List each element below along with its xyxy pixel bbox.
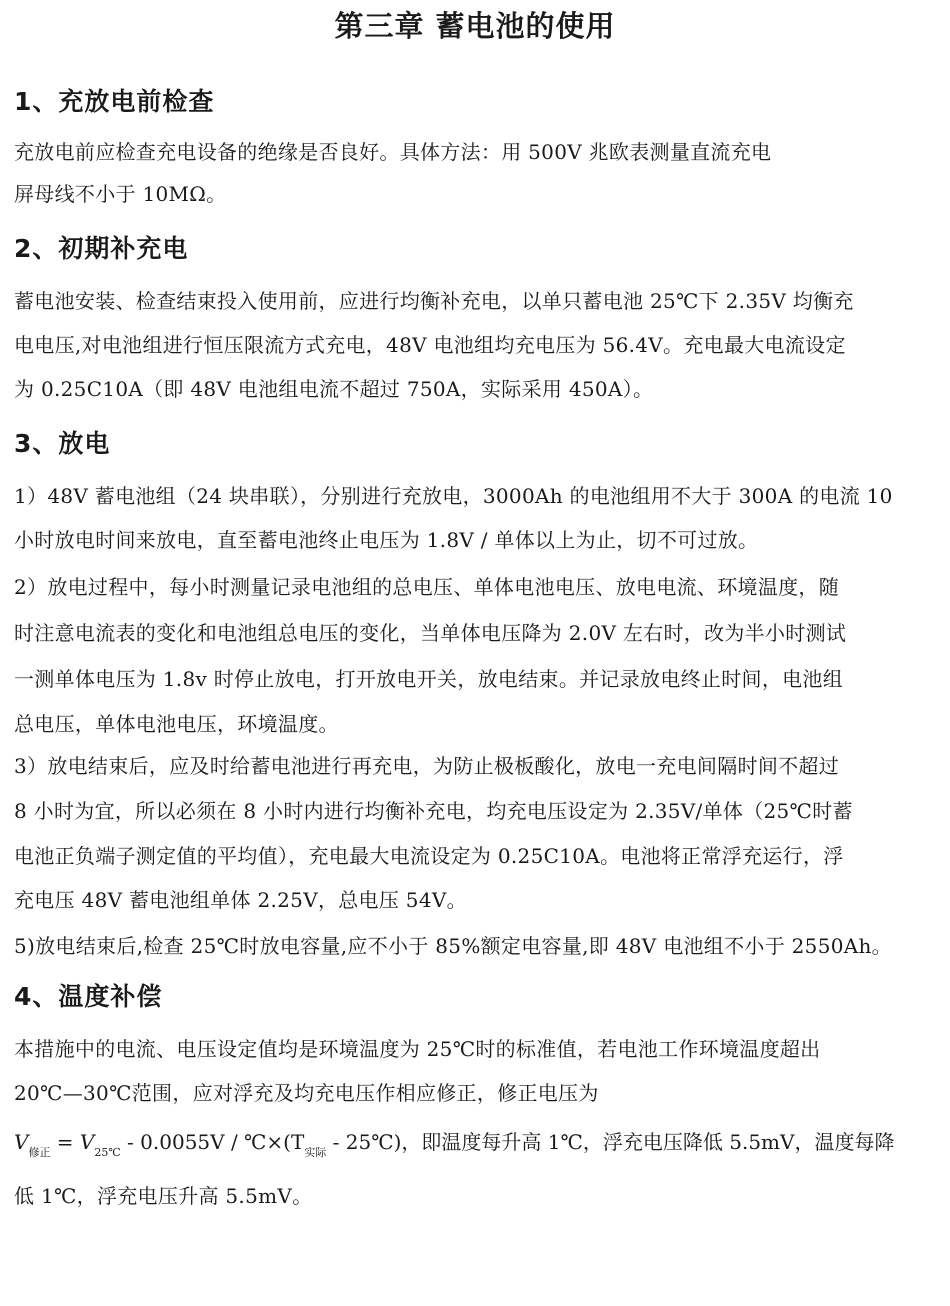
paragraph-line: 2）放电过程中，每小时测量记录电池组的总电压、单体电池电压、放电电流、环境温度，随	[14, 575, 840, 599]
paragraph-line: 小时放电时间来放电，直至蓄电池终止电压为 1.8V / 单体以上为止，切不可过放。	[14, 528, 759, 552]
section-heading: 2、初期补充电	[14, 234, 189, 263]
paragraph-line: 时注意电流表的变化和电池组总电压的变化，当单体电压降为 2.0V 左右时，改为半小时测试	[14, 621, 847, 645]
formula-subscript: 修正	[28, 1146, 51, 1159]
paragraph-line: 本措施中的电流、电压设定值均是环境温度为 25℃时的标准值，若电池工作环境温度超出	[14, 1037, 821, 1061]
formula-text: - 0.0055V / ℃×(T	[120, 1130, 305, 1154]
paragraph-line: 电池正负端子测定值的平均值），充电最大电流设定为 0.25C10A。电池将正常浮充运行，浮	[14, 844, 844, 868]
paragraph-line: 充电压 48V 蓄电池组单体 2.25V，总电压 54V。	[14, 888, 467, 912]
formula-subscript: 实际	[304, 1146, 327, 1159]
paragraph-line: 电电压,对电池组进行恒压限流方式充电，48V 电池组均充电压为 56.4V。充电最大电流设定	[14, 333, 846, 357]
paragraph-line: 为 0.25C10A（即 48V 电池组电流不超过 750A，实际采用 450A）。	[14, 377, 654, 401]
correction-formula-line	[14, 1126, 894, 1160]
paragraph-line: 总电压，单体电池电压，环境温度。	[14, 712, 339, 736]
paragraph-line: 3）放电结束后，应及时给蓄电池进行再充电，为防止极板酸化，放电一充电间隔时间不超过	[14, 754, 840, 778]
paragraph-line: 5)放电结束后,检查 25℃时放电容量,应不小于 85%额定电容量,即 48V 电池组不小于 2550Ah。	[14, 934, 892, 958]
section-heading: 3、放电	[14, 429, 111, 458]
formula-text: ，即温度每升高 1℃，浮充电压降低 5.5mV，温度每降	[401, 1130, 895, 1154]
paragraph-line: 20℃—30℃范围，应对浮充及均充电压作相应修正，修正电压为	[14, 1081, 599, 1105]
paragraph-line: 一测单体电压为 1.8v 时停止放电，打开放电开关，放电结束。并记录放电终止时间，电池组	[14, 667, 844, 691]
paragraph-line: 蓄电池安装、检查结束投入使用前，应进行均衡补充电，以单只蓄电池 25℃下 2.35V 均衡充	[14, 289, 854, 313]
formula-subscript: 25℃	[94, 1146, 121, 1159]
paragraph-line: 8 小时为宜，所以必须在 8 小时内进行均衡补充电，均充电压设定为 2.35V/单体（25℃时蓄	[14, 799, 853, 823]
section-heading: 4、温度补偿	[14, 982, 163, 1011]
paragraph-line: 低 1℃，浮充电压升高 5.5mV。	[14, 1184, 313, 1208]
formula-symbol: V	[14, 1130, 29, 1154]
paragraph-line: 屏母线不小于 10MΩ。	[14, 182, 227, 206]
section-heading: 1、充放电前检查	[14, 87, 215, 116]
chapter-title: 第三章 蓄电池的使用	[334, 9, 616, 43]
paragraph-line: 1）48V 蓄电池组（24 块串联），分别进行充放电，3000Ah 的电池组用不大于 300A 的电流 10	[14, 484, 893, 508]
paragraph-line: 充放电前应检查充电设备的绝缘是否良好。具体方法：用 500V 兆欧表测量直流充电	[14, 140, 772, 164]
formula-text: - 25℃)	[326, 1130, 402, 1154]
formula-text: = V	[50, 1130, 95, 1154]
